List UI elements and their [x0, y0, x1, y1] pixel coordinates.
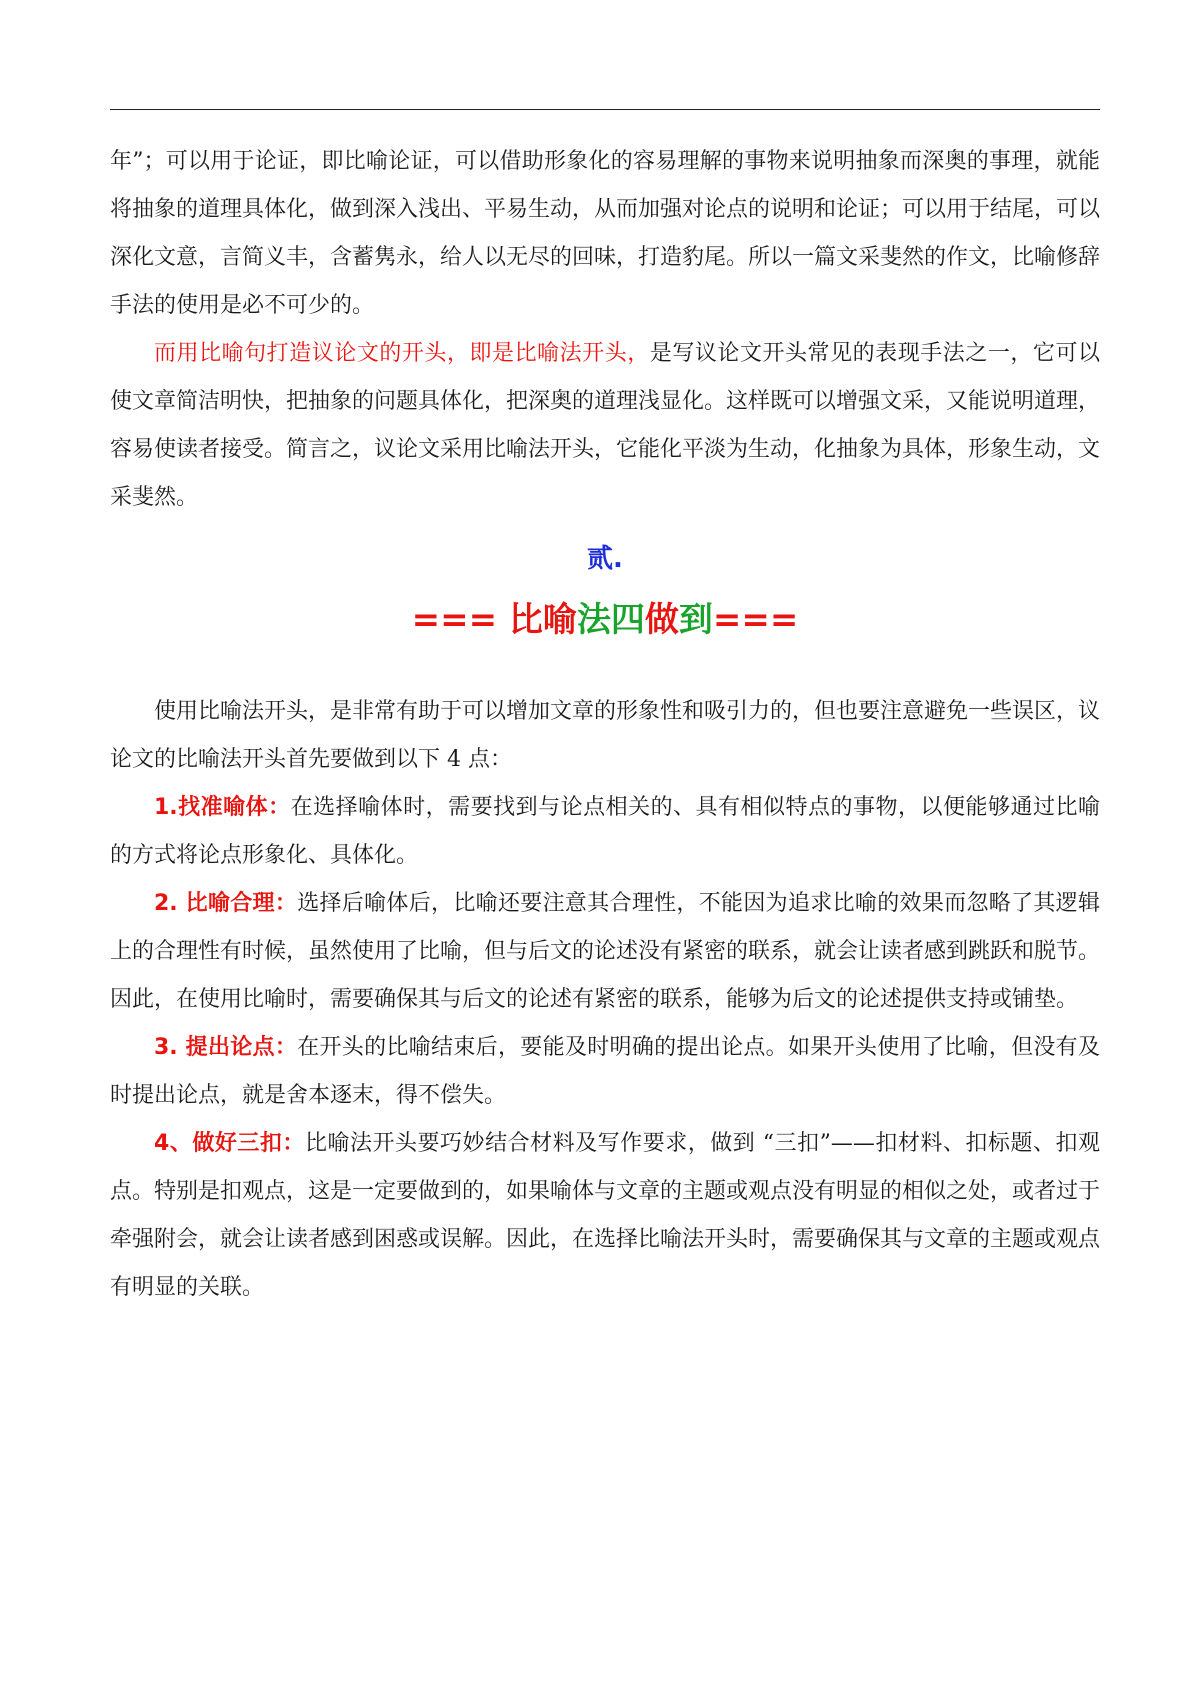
point-text: 选择后喻体后，比喻还要注意其合理性，不能因为追求比喻的效果而忽略了其逻辑上的合理性有时候，虽然使用了比喻，但与后文的论述没有紧密的联系，就会让读者感到跳跃和脱节。因此，在使用比喻时，需要确保其与后文的论述有紧密的联系，能够为后文的论述提供支持或铺垫。 — [110, 891, 1101, 1012]
title-char-4: 四 — [610, 600, 645, 640]
point-item — [110, 1120, 1100, 1312]
point-label: 4、做好三扣： — [154, 1131, 305, 1156]
title-char-6: 到 — [678, 600, 713, 640]
point-text: 比喻法开头要巧妙结合材料及写作要求，做到 “三扣”——扣材料、扣标题、扣观点。特别是扣观点，这是一定要做到的，如果喻体与文章的主题或观点没有明显的相似之处，或者过于牵强附会，就会让读者感到困惑或误解。因此，在选择比喻法开头时，需要确保其与文章的主题或观点有明显的关联。 — [110, 1131, 1101, 1300]
document-body — [110, 138, 1100, 1312]
title-char-5: 做 — [644, 600, 679, 640]
point-text: 在开头的比喻结束后，要能及时明确的提出论点。如果开头使用了比喻，但没有及时提出论点，就是舍本逐末，得不偿失。 — [110, 1035, 1100, 1108]
title-deco-right: === — [712, 600, 799, 640]
intro-paragraph-1: 年”；可以用于论证，即比喻论证，可以借助形象化的容易理解的事物来说明抽象而深奥的事理，就能将抽象的道理具体化，做到深入浅出、平易生动，从而加强对论点的说明和论证；可以用于结尾，可以深化文意，言简义丰，含蓄隽永，给人以无尽的回味，打造豹尾。所以一篇文采斐然的作文，比喻修辞手法的使用是必不可少的。 — [110, 149, 1101, 318]
point-item — [110, 1024, 1100, 1120]
point-label: 2. 比喻合理： — [154, 891, 298, 916]
title-char-3: 法 — [576, 600, 611, 640]
intro-paragraph-2 — [110, 330, 1100, 522]
title-char-1: 比 — [508, 600, 543, 640]
point-item — [110, 880, 1100, 1024]
point-label: 3. 提出论点： — [154, 1035, 298, 1060]
document-page — [110, 0, 1100, 1697]
title-char-2: 喻 — [542, 600, 577, 640]
point-text: 在选择喻体时，需要找到与论点相关的、具有相似特点的事物，以便能够通过比喻的方式将论点形象化、具体化。 — [110, 795, 1100, 868]
point-label: 1.找准喻体： — [154, 795, 291, 820]
title-deco-left: === — [411, 600, 498, 640]
points-lead: 使用比喻法开头，是非常有助于可以增加文章的形象性和吸引力的，但也要注意避免一些误区，议论文的比喻法开头首先要做到以下 4 点： — [110, 699, 1101, 772]
section-number: 贰. — [587, 544, 623, 574]
title-space — [497, 600, 509, 640]
intro-paragraph-2-rest: 是写议论文开头常见的表现手法之一，它可以使文章简洁明快，把抽象的问题具体化，把深奥的道理浅显化。这样既可以增强文采，又能说明道理，容易使读者接受。简言之，议论文采用比喻法开头，它能化平淡为生动，化抽象为具体，形象生动，文采斐然。 — [110, 341, 1101, 510]
point-item — [110, 784, 1100, 880]
intro-highlight: 而用比喻句打造议论文的开头，即是比喻法开头， — [154, 341, 650, 366]
section-title — [110, 592, 1100, 648]
header-rule — [110, 109, 1100, 110]
